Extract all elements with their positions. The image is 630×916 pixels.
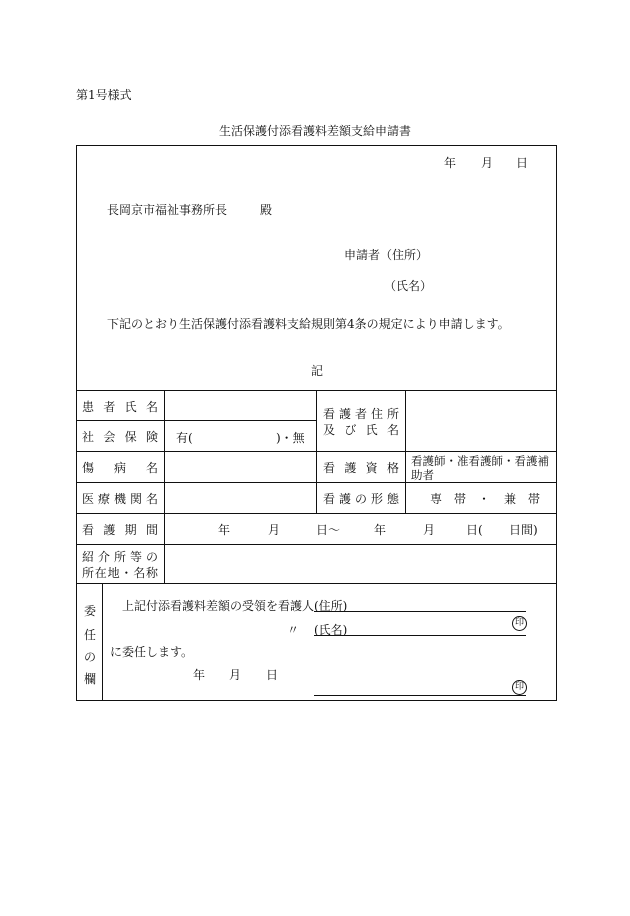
row-line-5 xyxy=(76,544,557,545)
delegation-label-1: 委 xyxy=(84,604,97,618)
label-char: 療 xyxy=(97,492,110,506)
label-char: 在 xyxy=(94,566,107,580)
date-month: 月 xyxy=(481,156,494,170)
label-nursing-qualification xyxy=(323,459,399,476)
label-agency-2 xyxy=(82,564,158,581)
label-char: 地 xyxy=(107,566,120,580)
delegation-name-label: (氏名) xyxy=(314,623,348,637)
insurance-yes-prefix: 有( xyxy=(176,431,193,445)
form-option-concurrent: 兼帯 xyxy=(504,492,553,506)
addressee: 長岡京市福祉事務所長 xyxy=(107,203,228,217)
label-char: の xyxy=(145,550,158,564)
label-char: 保 xyxy=(124,430,137,444)
period-year-1: 年 xyxy=(218,523,231,537)
applicant-address-label: 申請者（住所） xyxy=(344,248,429,262)
form-option-dedicated: 専帯 xyxy=(430,492,479,506)
label-char: 者 xyxy=(354,407,367,421)
label-char: 機 xyxy=(113,492,126,506)
signature-underline xyxy=(314,695,526,696)
qualification-options-line1: 看護師・准看護師・看護補 xyxy=(411,454,549,468)
delegation-label-line xyxy=(102,583,103,701)
label-nurse-address-2 xyxy=(323,421,399,438)
label-char: 名 xyxy=(133,566,146,580)
label-char: び xyxy=(344,423,357,437)
period-days: 日間) xyxy=(509,523,538,537)
label-char: 患 xyxy=(82,400,95,414)
delegation-label-3: の xyxy=(84,650,97,664)
delegation-line-3: に委任します。 xyxy=(110,645,194,659)
period-day-2: 日( xyxy=(466,523,483,537)
insurance-no-suffix: )・無 xyxy=(276,431,305,445)
label-char: 紹 xyxy=(82,550,95,564)
label-char: 氏 xyxy=(365,423,378,437)
period-day-1: 日～ xyxy=(316,523,341,537)
form-option-separator: ・ xyxy=(478,492,491,506)
middle-column-line xyxy=(316,390,317,513)
label-char: 社 xyxy=(82,430,95,444)
delegation-date-month: 月 xyxy=(229,668,242,682)
row-line-6 xyxy=(76,583,557,584)
label-char: 名 xyxy=(145,400,158,414)
label-char: 医 xyxy=(82,492,95,506)
label-char: 傷 xyxy=(82,461,95,475)
label-char: 及 xyxy=(323,423,336,437)
label-injury-illness xyxy=(82,459,158,476)
form-number: 第1号様式 xyxy=(76,88,132,102)
label-char: 護 xyxy=(103,523,116,537)
honorific: 殿 xyxy=(260,203,273,217)
form-title: 生活保護付添看護料差額支給申請書 xyxy=(218,124,411,138)
label-patient-name xyxy=(82,398,158,415)
label-char: 関 xyxy=(129,492,142,506)
date-year: 年 xyxy=(444,156,457,170)
label-nursing-period xyxy=(82,521,158,538)
label-char: 護 xyxy=(338,407,351,421)
delegation-label-4: 欄 xyxy=(84,672,97,686)
label-medical-institution xyxy=(82,490,158,507)
ki-mark: 記 xyxy=(311,364,324,378)
row-line-4 xyxy=(76,513,557,514)
seal-mark-1: 印 xyxy=(512,616,527,631)
label-char: 期 xyxy=(124,523,137,537)
label-char: 態 xyxy=(386,492,399,506)
label-char: 所 xyxy=(113,550,126,564)
ditto-mark: 〃 xyxy=(287,623,300,637)
label-char: 名 xyxy=(386,423,399,437)
label-char: 形 xyxy=(370,492,383,506)
label-nursing-form xyxy=(323,490,399,507)
label-char: 護 xyxy=(338,492,351,506)
label-char: 看 xyxy=(323,492,336,506)
label-char: 名 xyxy=(145,492,158,506)
seal-mark-2: 印 xyxy=(512,680,527,695)
label-char: 住 xyxy=(370,407,383,421)
label-char: 者 xyxy=(103,400,116,414)
label-char: 険 xyxy=(145,430,158,444)
delegation-date-day: 日 xyxy=(266,668,279,682)
statement: 下記のとおり生活保護付添看護料支給規則第4条の規定により申請します。 xyxy=(107,317,510,331)
date-day: 日 xyxy=(516,156,529,170)
delegation-line-1: 上記付添看護料差額の受領を看護人(住所) xyxy=(122,599,348,613)
label-char: 看 xyxy=(82,523,95,537)
delegation-date-year: 年 xyxy=(193,668,206,682)
label-char: 名 xyxy=(145,461,158,475)
label-char: 称 xyxy=(145,566,158,580)
qualification-options-line2: 助者 xyxy=(411,468,434,482)
label-char: 護 xyxy=(344,461,357,475)
label-char: 病 xyxy=(113,461,126,475)
address-underline xyxy=(314,611,526,612)
label-char: 介 xyxy=(97,550,110,564)
label-char: 氏 xyxy=(124,400,137,414)
label-social-insurance xyxy=(82,428,158,445)
name-underline xyxy=(314,635,526,636)
label-char: 等 xyxy=(129,550,142,564)
label-char: 所 xyxy=(82,566,95,580)
label-char: 所 xyxy=(386,407,399,421)
label-agency-1 xyxy=(82,548,158,565)
label-char: 資 xyxy=(365,461,378,475)
right-label-column-line xyxy=(405,390,406,513)
label-char: の xyxy=(354,492,367,506)
label-char: 看 xyxy=(323,407,336,421)
label-column-line xyxy=(164,390,165,583)
delegation-label-2: 任 xyxy=(84,628,97,642)
label-char: 間 xyxy=(145,523,158,537)
period-year-2: 年 xyxy=(374,523,387,537)
period-month-1: 月 xyxy=(268,523,281,537)
label-nurse-address-1 xyxy=(323,405,399,422)
label-char: 格 xyxy=(386,461,399,475)
row-line-1 xyxy=(76,420,317,421)
period-month-2: 月 xyxy=(423,523,436,537)
label-char: ・ xyxy=(120,566,133,580)
label-char: 看 xyxy=(323,461,336,475)
applicant-name-label: （氏名） xyxy=(384,279,433,293)
label-char: 会 xyxy=(103,430,116,444)
